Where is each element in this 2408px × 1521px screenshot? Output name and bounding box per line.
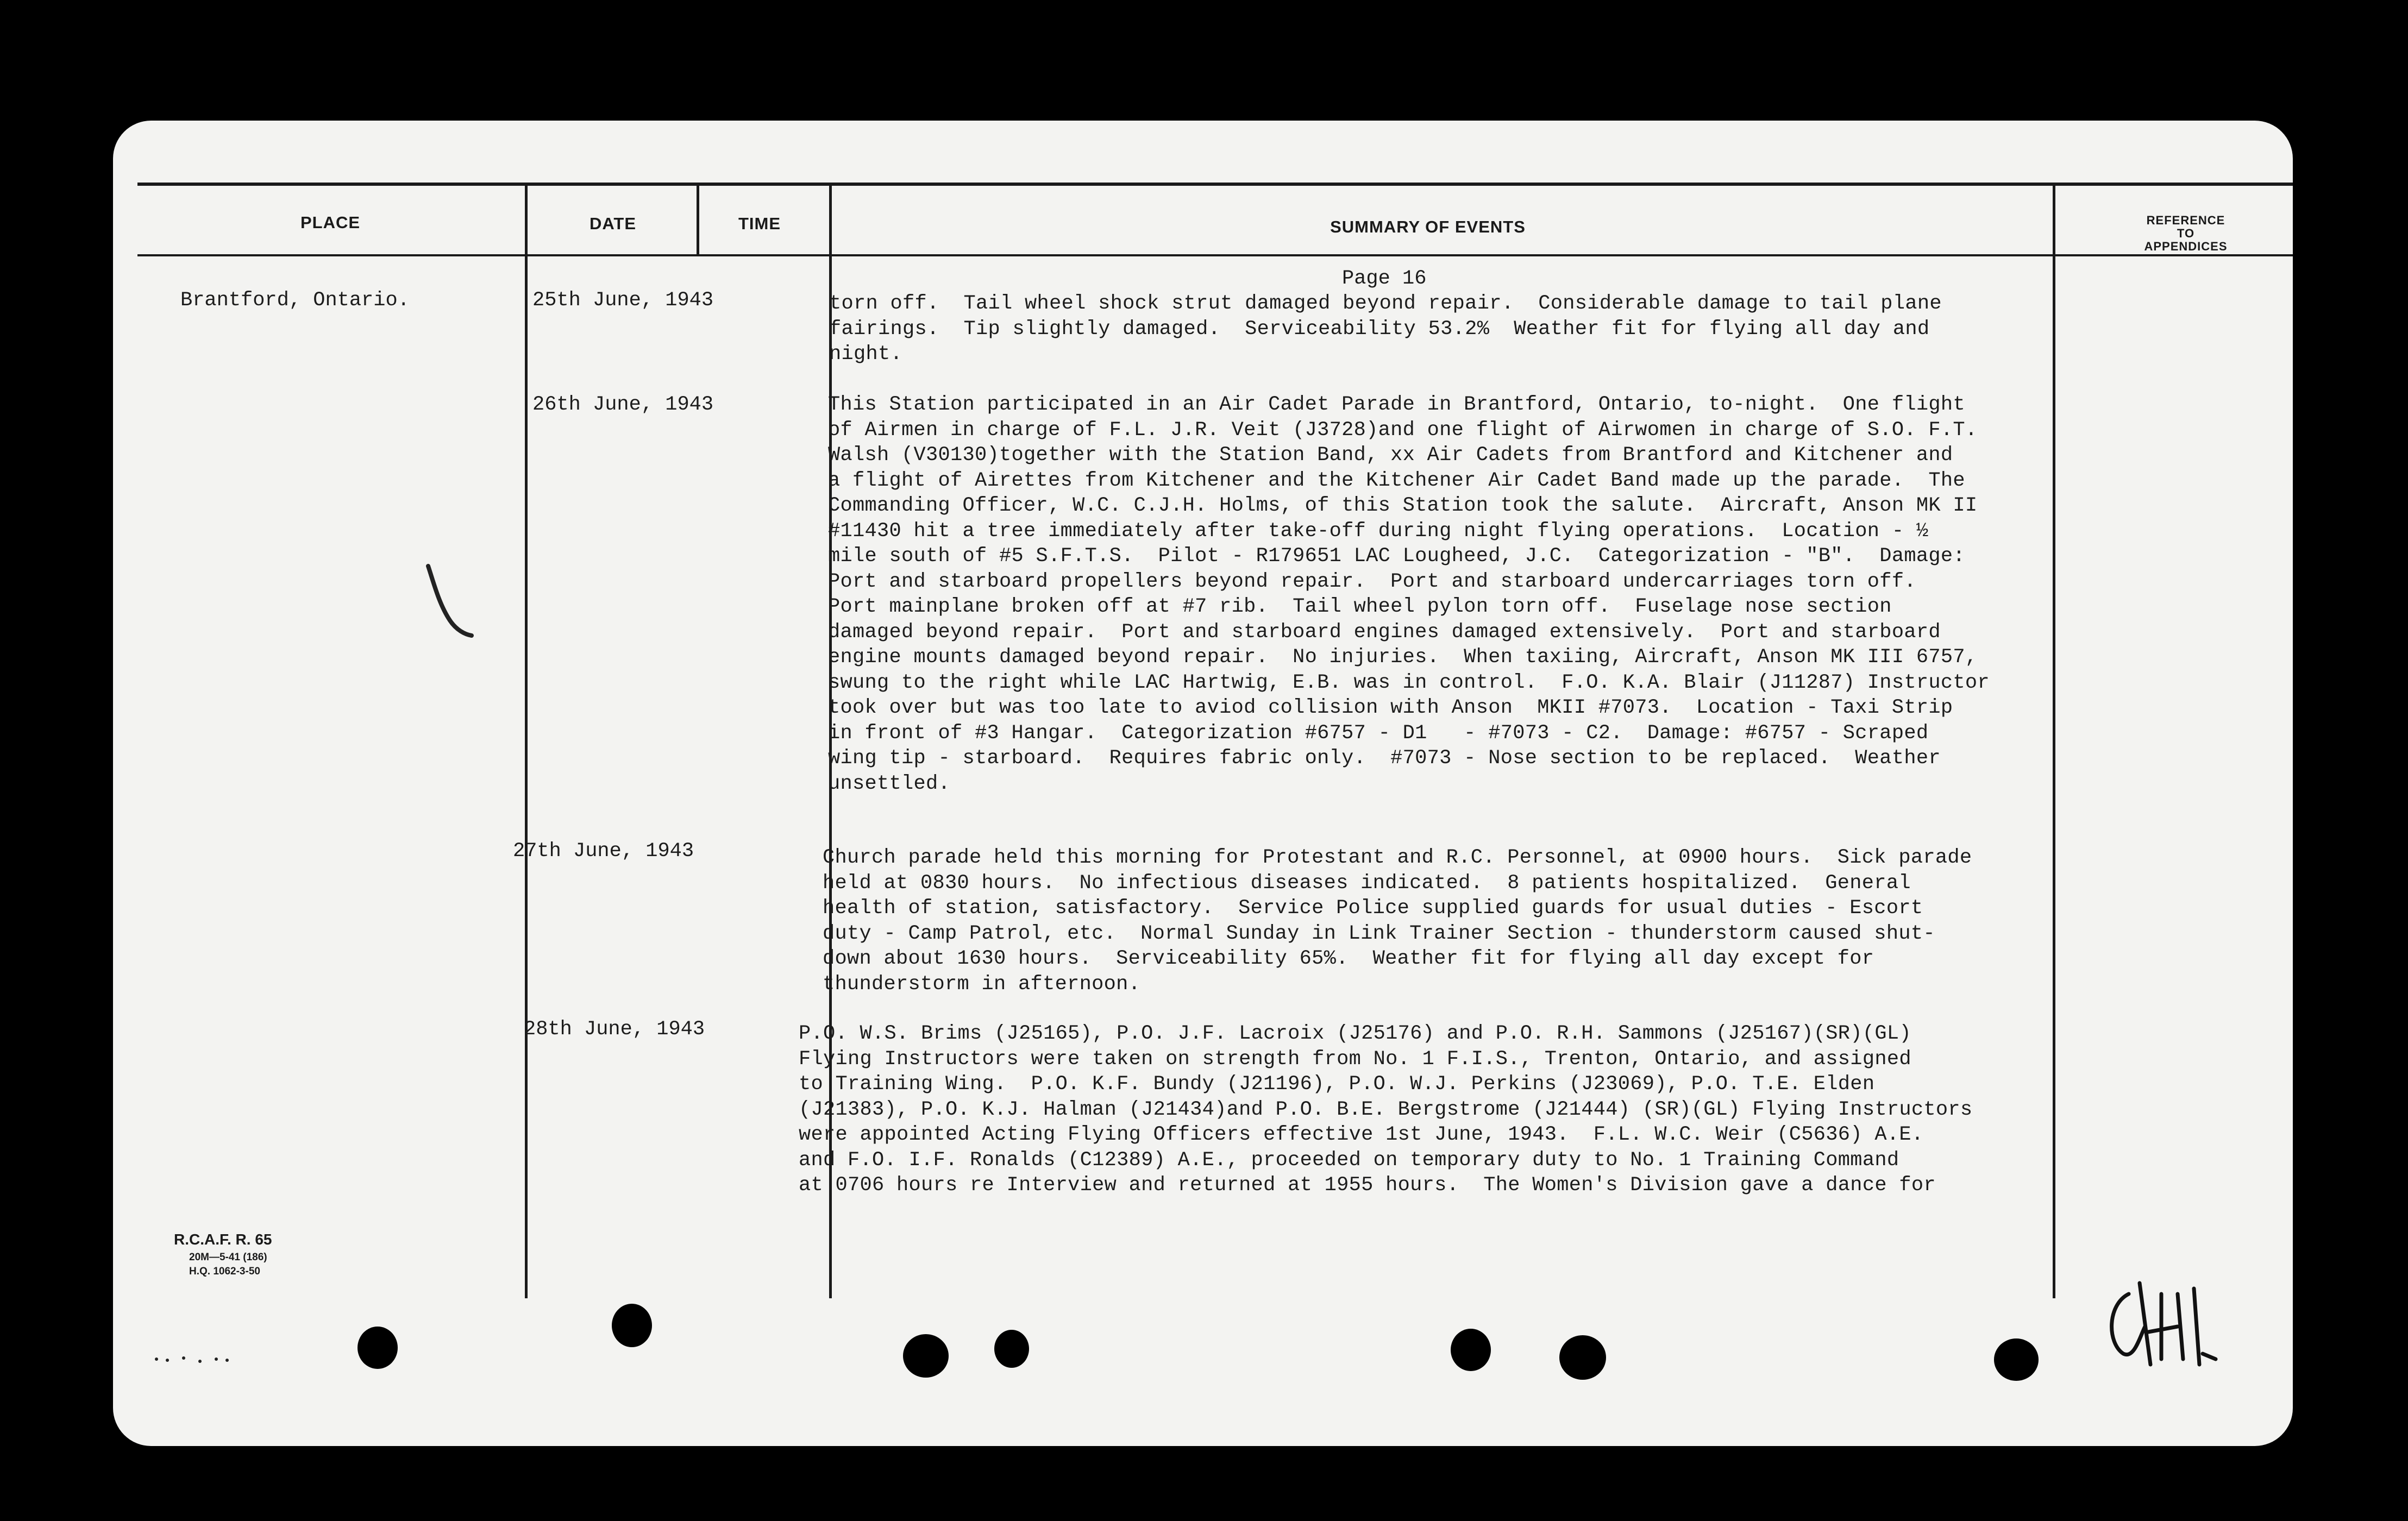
punch-hole <box>1559 1335 1606 1380</box>
entry-date: 27th June, 1943 <box>513 840 694 863</box>
diary-card <box>113 121 2293 1446</box>
punch-hole <box>1451 1329 1491 1371</box>
column-divider-place-date <box>525 185 528 1298</box>
header-time: TIME <box>738 214 781 233</box>
speckle-marks <box>151 1348 238 1370</box>
form-identifier-line1: R.C.A.F. R. 65 <box>174 1231 272 1248</box>
page-number: Page 16 <box>1342 267 1427 290</box>
header-place: PLACE <box>300 213 361 232</box>
entry-date: 26th June, 1943 <box>532 393 714 416</box>
entry-summary: Church parade held this morning for Protestant and R.C. Personnel, at 0900 hours. Sick parade held at 0830 hours. No infectious diseases indicated. 8 patients hospitalized. General health of station, satisfactory. Service Police supplied guards for usual duties - Escort duty - Camp Patrol, etc. Normal Sunday in Link Trainer Section - thunderstorm caused shut- down about 1630 hours. Serviceability 65%. Weather fit for flying all day except for thunderstorm in afternoon. <box>823 846 1972 996</box>
form-identifier-line2: 20M—5-41 (186) <box>189 1252 267 1263</box>
entry-summary: This Station participated in an Air Cadet Parade in Brantford, Ontario, to-night. One flight of Airmen in charge of F.L. J.R. Veit (J3728)and one flight of Airwomen in charge of S.O. F.T. Walsh (V30130)together with the Station Band, xx Air Cadets from Brantford and Kitchener and a flight of Airettes from Kitchener and the Kitchener Air Cadet Band made up the parade. The Commanding Officer, W.C. C.J.H. Holms, of this Station took the salute. Aircraft, Anson MK II #11430 hit a tree immediately after take-off during night flying operations. Location - ½ mile south of #5 S.F.T.S. Pilot - R179651 LAC Lougheed, J.C. Categorization - "B". Damage: Port and starboard propellers beyond repair. Port and starboard undercarriages torn off. Port mainplane broken off at #7 rib. Tail wheel pylon torn off. Fuselage nose section damaged beyond repair. Port and starboard engines damaged extensively. Port and starboard engine mounts damaged beyond repair. No injuries. When taxiing, Aircraft, Anson MK III 6757, swung to the right while LAC Hartwig, E.B. was in control. F.O. K.A. Blair (J11287) Instructor took over but was too late to aviod collision with Anson MKII #7073. Location - Taxi Strip in front of #3 Hangar. Categorization #6757 - D1 - #7073 - C2. Damage: #6757 - Scraped wing tip - starboard. Requires fabric only. #7073 - Nose section to be replaced. Weather unsettled. <box>828 393 1990 795</box>
form-identifier-line3: H.Q. 1062-3-50 <box>189 1266 260 1277</box>
pencil-mark <box>417 561 477 642</box>
punch-hole <box>994 1330 1029 1368</box>
column-divider-summary-reference <box>2053 185 2055 1298</box>
header-reference-to-appendices: REFERENCE TO APPENDICES <box>2144 213 2228 253</box>
punch-hole <box>903 1334 949 1378</box>
header-date: DATE <box>589 214 637 233</box>
entry-date: 25th June, 1943 <box>532 289 714 312</box>
header-top-rule <box>137 183 2293 186</box>
header-bottom-rule <box>137 254 2293 256</box>
punch-hole <box>358 1327 398 1369</box>
entry-summary: torn off. Tail wheel shock strut damaged beyond repair. Considerable damage to tail plane fairings. Tip slightly damaged. Serviceability 53.2% Weather fit for flying all day and night. <box>829 292 1942 366</box>
punch-hole <box>1994 1338 2039 1381</box>
column-divider-date-time <box>697 185 699 255</box>
header-summary-of-events: SUMMARY OF EVENTS <box>1330 217 1526 236</box>
entry-summary: P.O. W.S. Brims (J25165), P.O. J.F. Lacroix (J25176) and P.O. R.H. Sammons (J25167)(SR)(GL) Flying Instructors were taken on strength from No. 1 F.I.S., Trenton, Ontario, and assigned to Training Wing. P.O. K.F. Bundy (J21196), P.O. W.J. Perkins (J23069), P.O. T.E. Elden (J21383), P.O. K.J. Halman (J21434)and P.O. B.E. Bergstrome (J21444) (SR)(GL) Flying Instructors were appointed Acting Flying Officers effective 1st June, 1943. F.L. W.C. Weir (C5636) A.E. and F.O. I.F. Ronalds (C12389) A.E., proceeded on temporary duty to No. 1 Training Command at 0706 hours re Interview and returned at 1955 hours. The Women's Division gave a dance for <box>799 1022 1973 1197</box>
punch-hole <box>612 1304 652 1347</box>
handwritten-initials <box>2096 1272 2221 1381</box>
entry-date: 28th June, 1943 <box>524 1018 705 1041</box>
place-entry: Brantford, Ontario. <box>180 289 410 312</box>
